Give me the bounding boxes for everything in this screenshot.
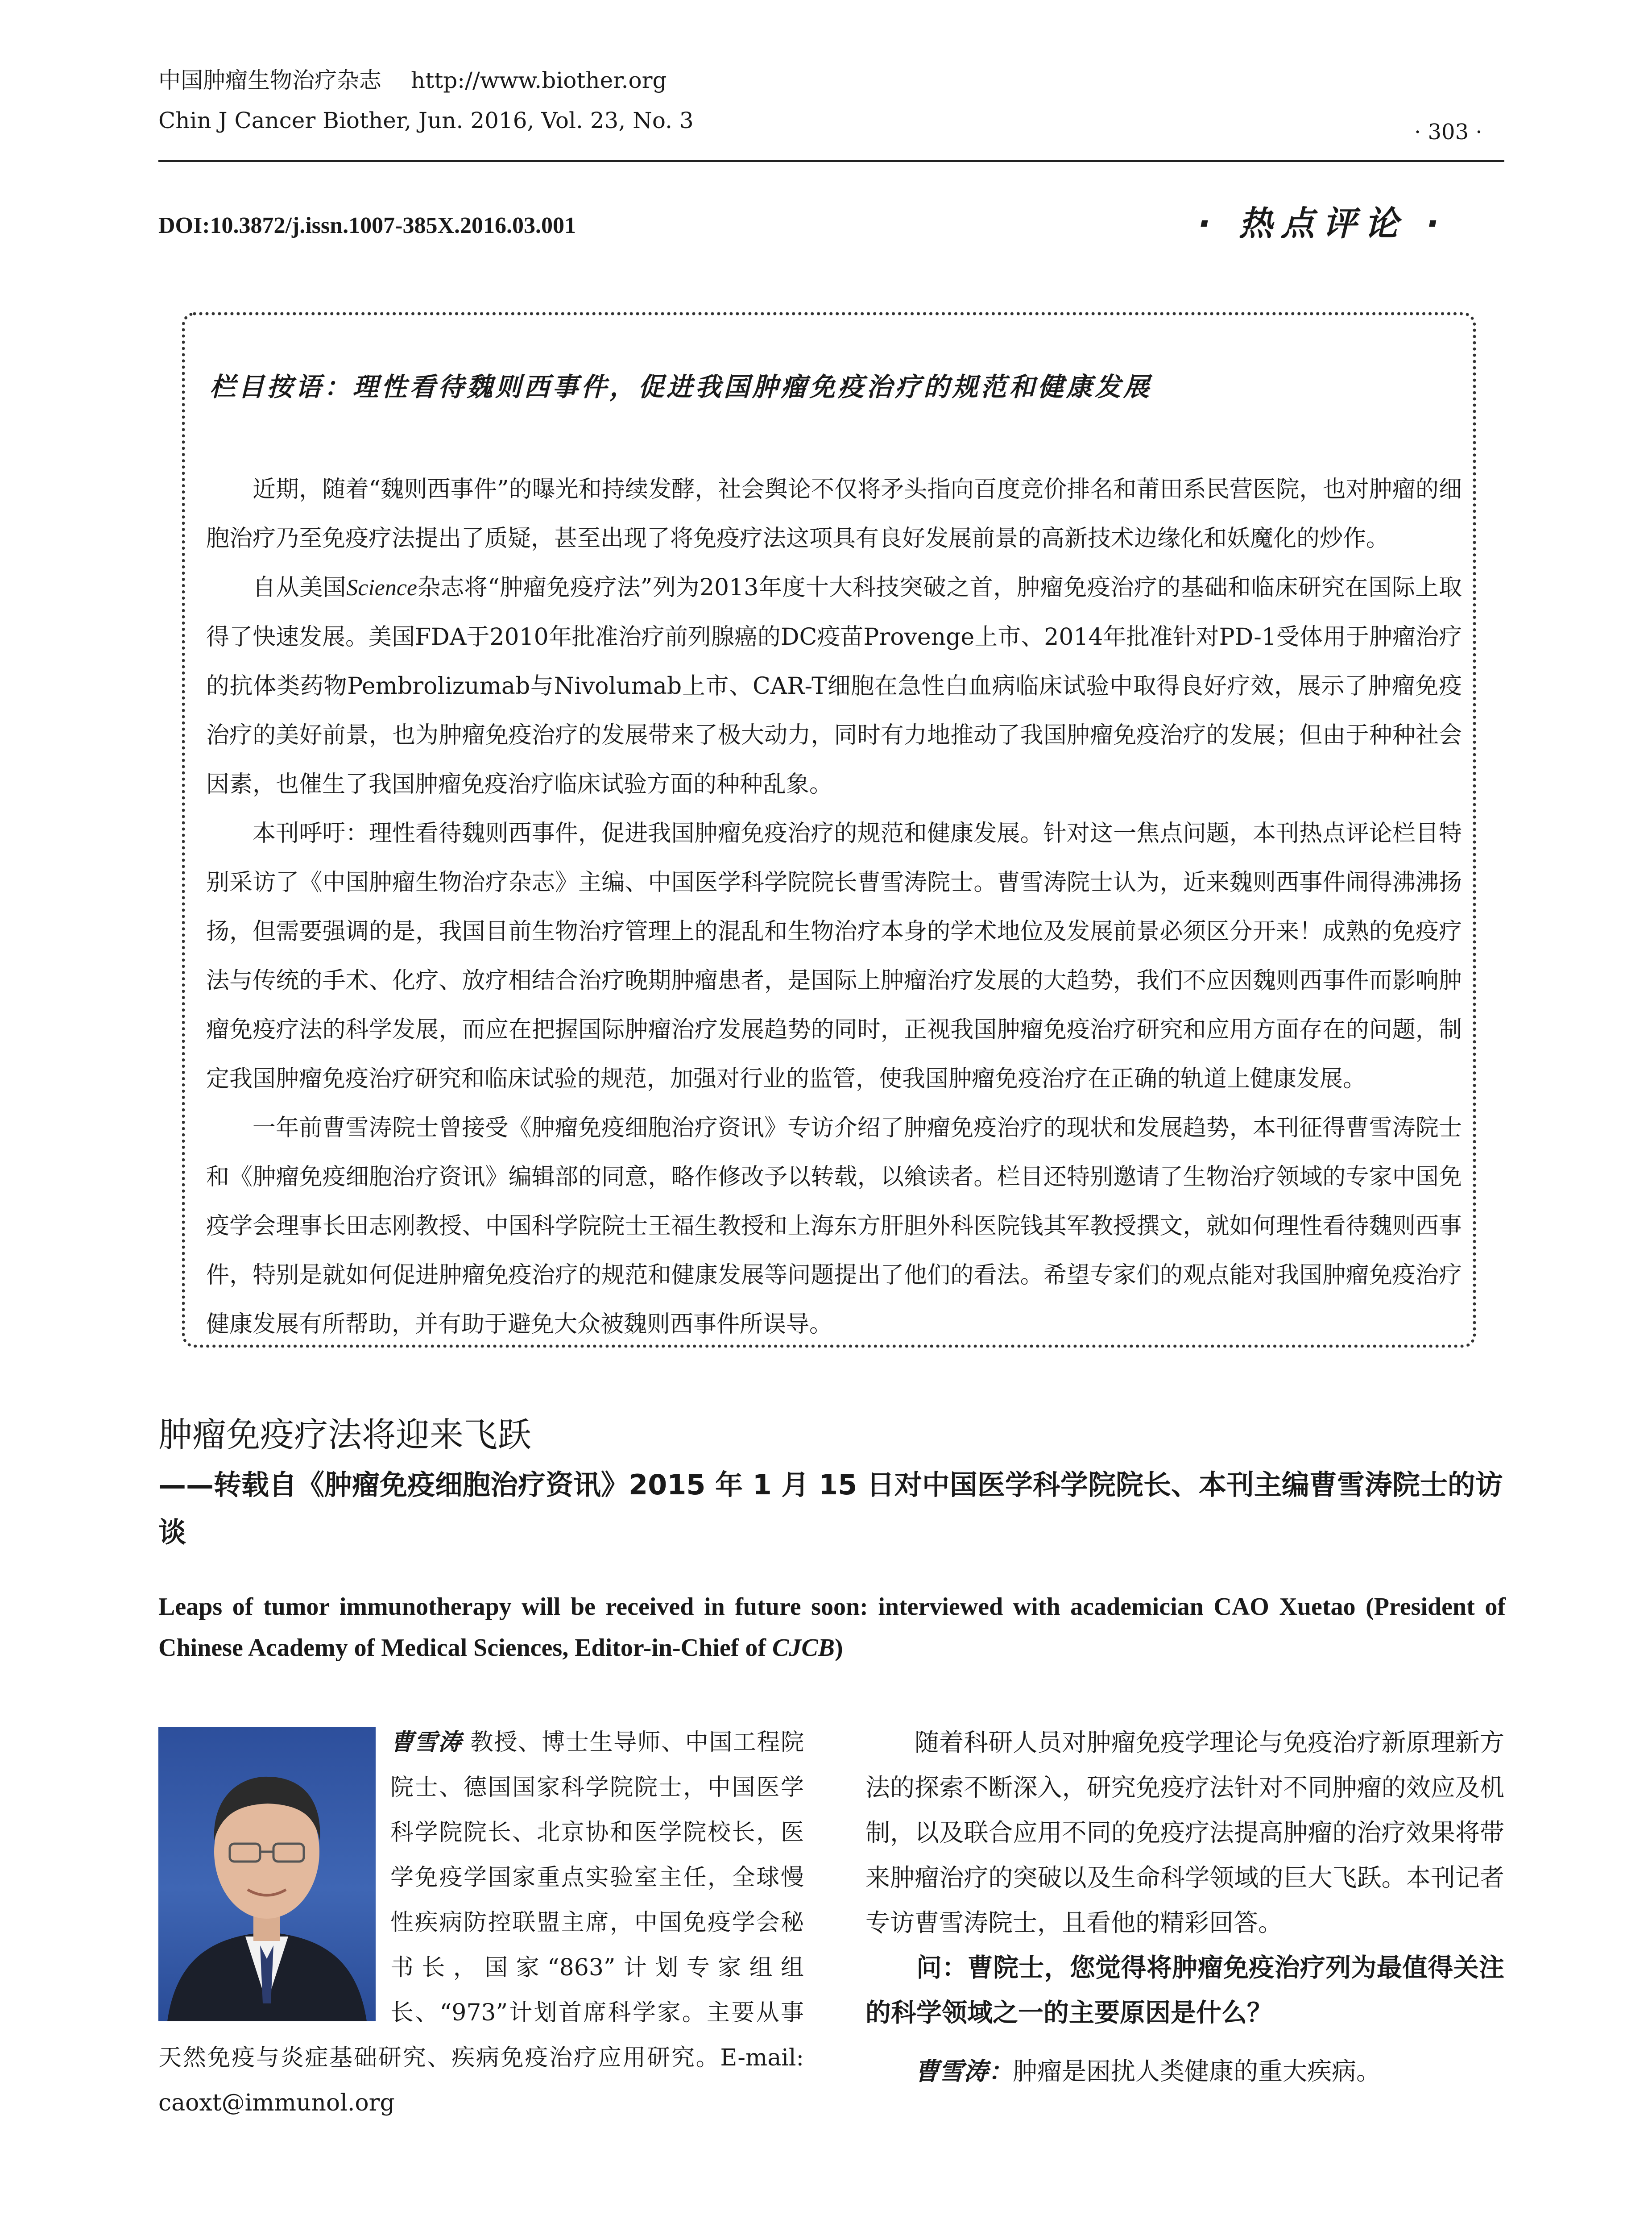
- interview-question: 问：曹院士，您觉得将肿瘤免疫治疗列为最值得关注的科学领域之一的主要原因是什么？: [865, 1953, 1504, 2028]
- running-header-cn: [158, 67, 667, 94]
- interview-intro: 随着科研人员对肿瘤免疫学理论与免疫治疗新原理新方法的探索不断深入，研究免疫疗法针对不同肿瘤的效应及机制，以及联合应用不同的免疫疗法提高肿瘤的治疗效果将带来肿瘤治疗的突破以及生命科学领域的巨大飞跃。本刊记者专访曹雪涛院士，且看他的精彩回答。: [865, 1728, 1504, 1937]
- portrait-spacer: [158, 1720, 390, 2028]
- interview-answer: [865, 2049, 1504, 2094]
- page-number: · 303 ·: [1414, 120, 1482, 145]
- editor-note-title: 栏目按语：理性看待魏则西事件，促进我国肿瘤免疫治疗的规范和健康发展: [210, 372, 1152, 402]
- article-english-title: [158, 1586, 1506, 1668]
- text-run: Leaps of tumor immunotherapy will be received in future soon: interviewed with academician CAO Xuetao (President of Chinese Academy of Medical Sciences, Editor-in-Chief of: [158, 1593, 1506, 1662]
- doi: DOI:10.3872/j.issn.1007-385X.2016.03.001: [158, 213, 576, 238]
- header-rule: [158, 160, 1504, 162]
- journal-issue-en: Chin J Cancer Biother, Jun. 2016, Vol. 23, No. 3: [158, 108, 694, 133]
- interview-column: [865, 1720, 1504, 2094]
- editor-note-body: [206, 465, 1462, 1349]
- bio-name: 曹雪涛: [390, 1729, 462, 1756]
- editor-note-paragraph: 一年前曹雪涛院士曾接受《肿瘤免疫细胞治疗资讯》专访介绍了肿瘤免疫治疗的现状和发展趋势，本刊征得曹雪涛院士和《肿瘤免疫细胞治疗资讯》编辑部的同意，略作修改予以转载，以飨读者。栏目还特别邀请了生物治疗领域的专家中国免疫学会理事长田志刚教授、中国科学院院士王福生教授和上海东方肝胆外科医院钱其军教授撰文，就如何理性看待魏则西事件，特别是就如何促进肿瘤免疫治疗的规范和健康发展等问题提出了他们的看法。希望专家们的观点能对我国肿瘤免疫治疗健康发展有所帮助，并有助于避免大众被魏则西事件所误导。: [206, 1115, 1462, 1338]
- answer-text: 肿瘤是困扰人类健康的重大疾病。: [1013, 2057, 1381, 2086]
- editor-note-paragraph: [206, 563, 1462, 809]
- author-bio: [158, 1720, 804, 2126]
- column-label: · 热点评论 ·: [1198, 203, 1447, 243]
- text-run: 自从美国: [253, 574, 347, 601]
- article-subtitle: ——转载自《肿瘤免疫细胞治疗资讯》2015 年 1 月 15 日对中国医学科学院院长、本刊主编曹雪涛院士的访谈: [158, 1468, 1503, 1548]
- answer-name: 曹雪涛：: [915, 2057, 1013, 2086]
- bio-text: 教授、博士生导师、中国工程院院士、德国国家科学院院士，中国医学科学院院长、北京协和医学院校长，医学免疫学国家重点实验室主任，全球慢性疾病防控联盟主席，中国免疫学会秘书长，国家“863”计划专家组组长、“973”计划首席科学家。主要从事天然免疫与炎症基础研究、疾病免疫治疗应用研究。E-mail: caoxt@immunol.org: [158, 1729, 804, 2116]
- journal-name-cn: 中国肿瘤生物治疗杂志: [158, 67, 381, 93]
- text-run: 杂志将“肿瘤免疫疗法”列为2013年度十大科技突破之首，肿瘤免疫治疗的基础和临床研究在国际上取得了快速发展。美国FDA于2010年批准治疗前列腺癌的DC疫苗Provenge上市、2014年批准针对PD-1受体用于肿瘤治疗的抗体类药物Pembrolizumab与Nivolumab上市、CAR-T细胞在急性白血病临床试验中取得良好疗效，展示了肿瘤免疫治疗的美好前景，也为肿瘤免疫治疗的发展带来了极大动力，同时有力地推动了我国肿瘤免疫治疗的发展；但由于种种社会因素，也催生了我国肿瘤免疫治疗临床试验方面的种种乱象。: [206, 574, 1462, 798]
- editor-note-paragraph: 近期，随着“魏则西事件”的曝光和持续发酵，社会舆论不仅将矛头指向百度竞价排名和莆田系民营医院，也对肿瘤的细胞治疗乃至免疫疗法提出了质疑，甚至出现了将免疫疗法这项具有良好发展前景的高新技术边缘化和妖魔化的炒作。: [206, 476, 1462, 552]
- article-title: 肿瘤免疫疗法将迎来飞跃: [158, 1415, 531, 1455]
- science-journal-name: Science: [346, 575, 418, 601]
- journal-abbrev: CJCB: [772, 1634, 835, 1662]
- editor-note-paragraph: 本刊呼吁：理性看待魏则西事件，促进我国肿瘤免疫治疗的规范和健康发展。针对这一焦点问题，本刊热点评论栏目特别采访了《中国肿瘤生物治疗杂志》主编、中国医学科学院院长曹雪涛院士。曹雪涛院士认为，近来魏则西事件闹得沸沸扬扬，但需要强调的是，我国目前生物治疗管理上的混乱和生物治疗本身的学术地位及发展前景必须区分开来！成熟的免疫疗法与传统的手术、化疗、放疗相结合治疗晚期肿瘤患者，是国际上肿瘤治疗发展的大趋势，我们不应因魏则西事件而影响肿瘤免疫疗法的科学发展，而应在把握国际肿瘤治疗发展趋势的同时，正视我国肿瘤免疫治疗研究和应用方面存在的问题，制定我国肿瘤免疫治疗研究和临床试验的规范，加强对行业的监管，使我国肿瘤免疫治疗在正确的轨道上健康发展。: [206, 820, 1462, 1092]
- journal-url[interactable]: http://www.biother.org: [410, 67, 667, 93]
- text-run: ): [835, 1634, 843, 1662]
